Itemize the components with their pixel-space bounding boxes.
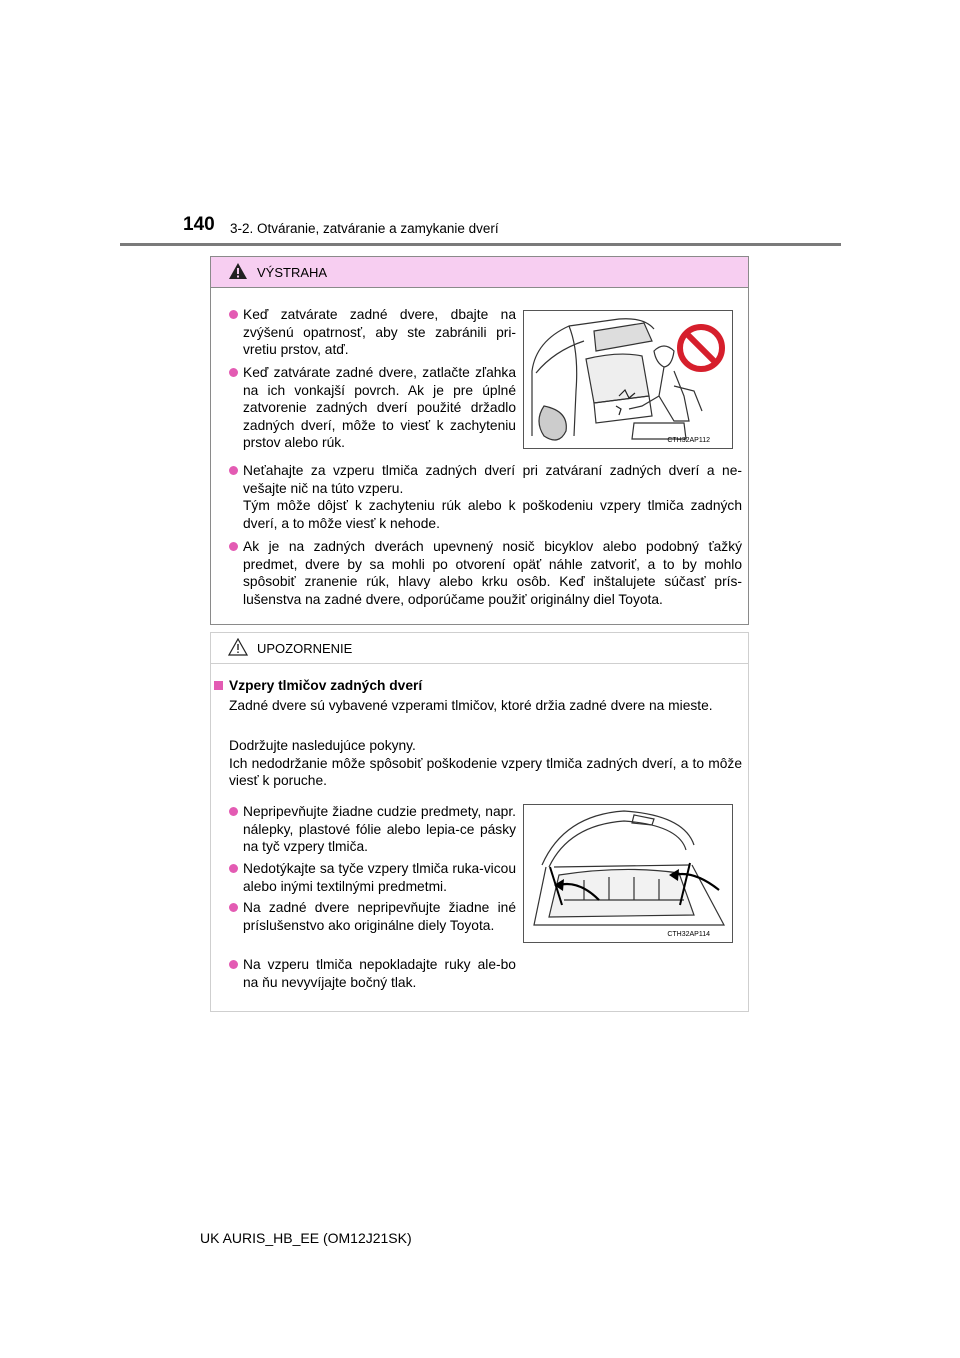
bullet-dot-icon — [229, 864, 238, 873]
warning-bullet-4: Ak je na zadných dverách upevnený nosič bicyklov alebo podobný ťažký predmet, dvere by sa mohli po otvorení opäť náhle zatvoriť, a to by mohlo spôsobiť zranenie rúk, hlavy alebo krku osôb. Keď inštalujete súčasť prís-lušenstva na zadné dvere, odporúčame použiť originálny diel Toyota. — [229, 538, 742, 608]
bullet-dot-icon — [229, 466, 238, 475]
caution-bullet-4: Na vzperu tlmiča nepokladajte ruky ale-bo na ňu nevyvíjajte bočný tlak. — [229, 956, 516, 991]
caution-triangle-icon — [228, 638, 248, 656]
caution-title: UPOZORNENIE — [257, 641, 353, 656]
prohibited-icon — [676, 323, 726, 373]
tailgate-closing-illustration — [523, 310, 733, 449]
warning-triangle-icon — [228, 262, 248, 280]
caution-bullet-3: Na zadné dvere nepripevňujte žiadne iné príslušenstvo ako originálne diely Toyota. — [229, 899, 516, 934]
caution-subheading: Vzpery tlmičov zadných dverí — [214, 677, 734, 695]
warning-bullet-3: Neťahajte za vzperu tlmiča zadných dverí pri zatváraní zadných dverí a ne-vešajte nič na túto vzperu. Tým môže dôjsť k zachyteniu rúk alebo k poškodeniu vzpery tlmiča zadných dverí, a to môže viesť k nehode. — [229, 462, 742, 532]
section-title: 3-2. Otváranie, zatváranie a zamykanie dverí — [230, 221, 499, 236]
caution-paragraph-1: Zadné dvere sú vybavené vzperami tlmičov, ktoré držia zadné dvere na mieste. — [229, 698, 713, 713]
image-code: CTH32AP112 — [667, 437, 710, 444]
bullet-dot-icon — [229, 542, 238, 551]
bullet-dot-icon — [229, 807, 238, 816]
caution-header — [211, 633, 748, 664]
caution-bullet-2: Nedotýkajte sa tyče vzpery tlmiča ruka-vicou alebo inými textilnými predmetmi. — [229, 860, 516, 895]
caution-bullet-1: Nepripevňujte žiadne cudzie predmety, napr. nálepky, plastové fólie alebo lepia-ce pásky na tyč vzpery tlmiča. — [229, 803, 516, 856]
damper-strut-drawing — [524, 805, 732, 942]
damper-strut-illustration — [523, 804, 733, 943]
square-bullet-icon — [214, 681, 223, 690]
header-rule — [120, 243, 841, 246]
warning-title: VÝSTRAHA — [257, 265, 328, 280]
footer-document-code: UK AURIS_HB_EE (OM12J21SK) — [200, 1230, 412, 1246]
image-code: CTH32AP114 — [667, 931, 710, 938]
warning-bullet-2: Keď zatvárate zadné dvere, zatlačte zľahka na ich vonkajší povrch. Ak je pre úplné zatvorenie zadných dverí použité držadlo zadných dverí, môže to viesť k zachyteniu prstov alebo rúk. — [229, 364, 516, 452]
caution-paragraph-2: Dodržujte nasledujúce pokyny. Ich nedodržanie môže spôsobiť poškodenie vzpery tlmiča zadných dverí, a to môže viesť k poruche. — [229, 738, 742, 789]
bullet-dot-icon — [229, 960, 238, 969]
bullet-dot-icon — [229, 903, 238, 912]
warning-header — [211, 257, 748, 288]
warning-bullet-1: Keď zatvárate zadné dvere, dbajte na zvýšenú opatrnosť, aby ste zabránili pri-vretiu prstov, atď. — [229, 306, 516, 359]
page-number: 140 — [183, 214, 215, 235]
bullet-dot-icon — [229, 310, 238, 319]
bullet-dot-icon — [229, 368, 238, 377]
